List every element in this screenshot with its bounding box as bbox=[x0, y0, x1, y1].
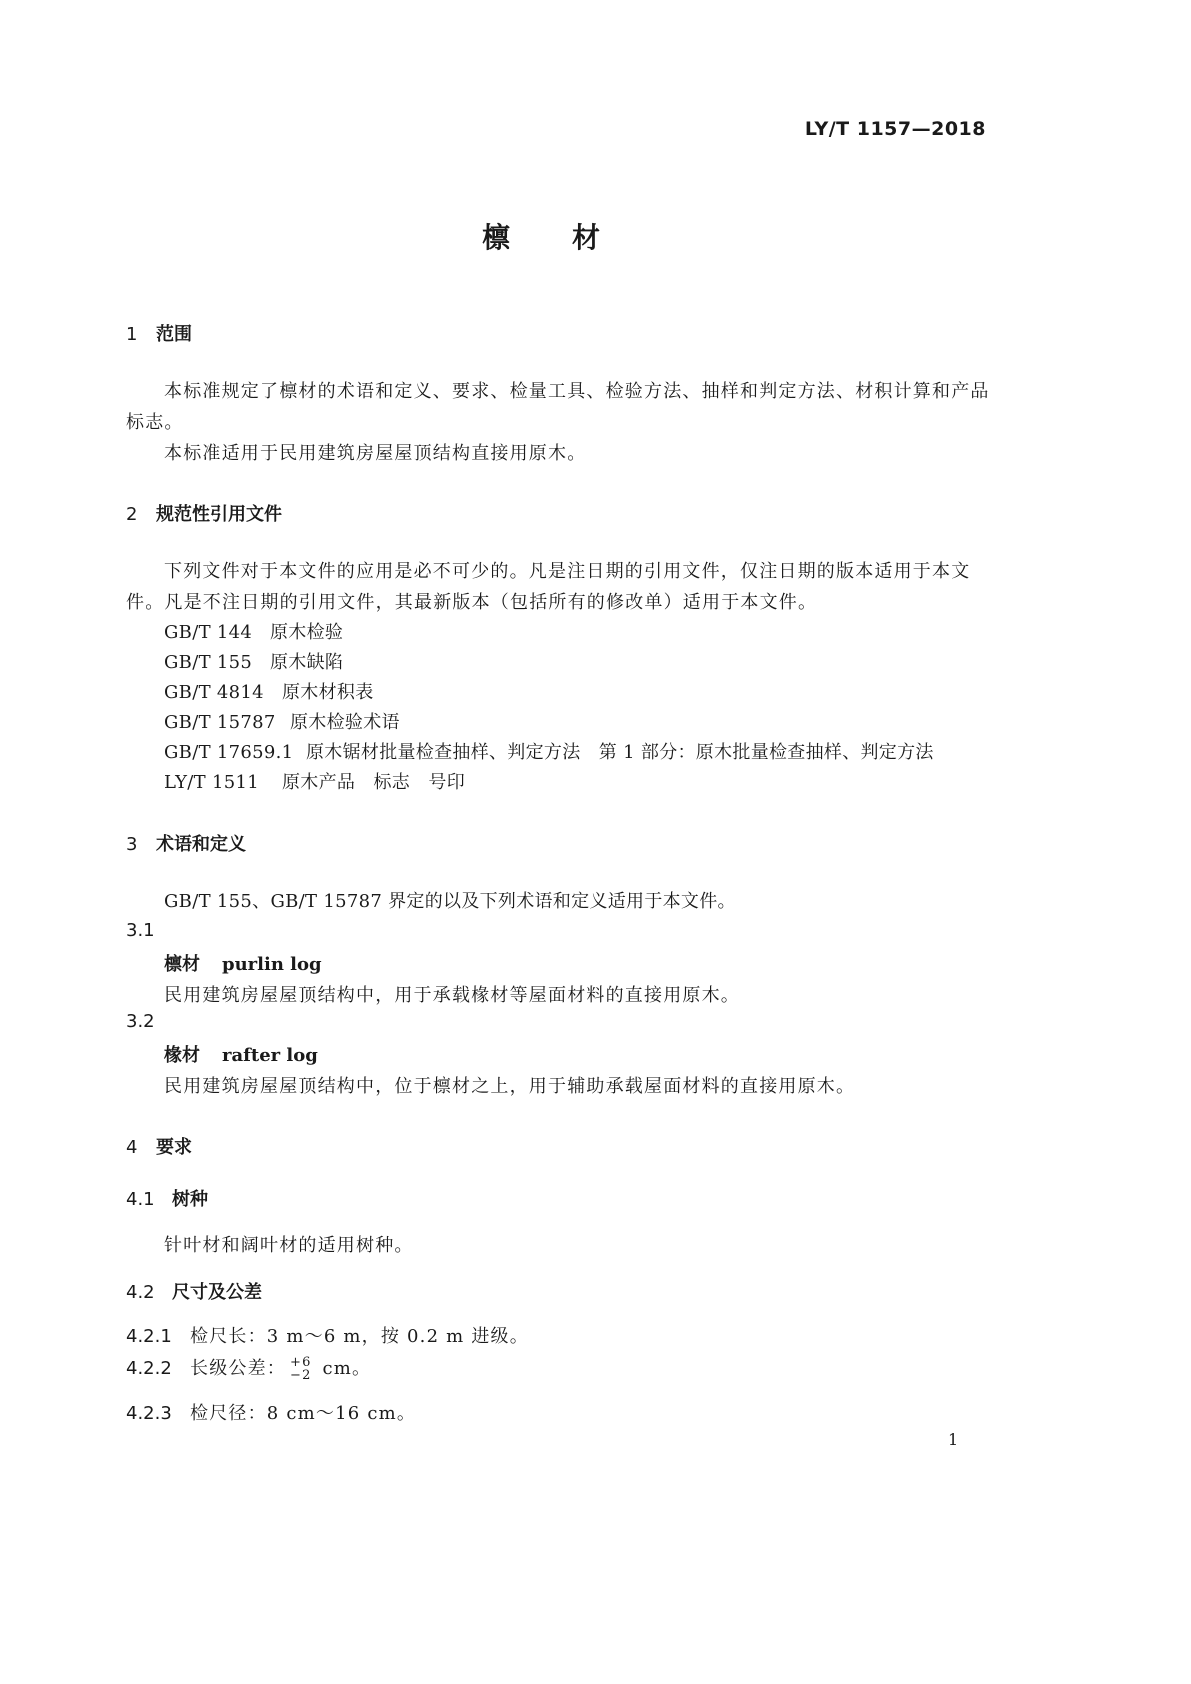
section-3-heading bbox=[126, 830, 246, 856]
section-1-heading bbox=[126, 320, 192, 346]
standard-code: LY/T 1157—2018 bbox=[804, 118, 986, 140]
subsection-4-1-text: 针叶材和阔叶材的适用树种。 bbox=[164, 1235, 414, 1256]
sec1-paragraph-1-line-2: 标志。 bbox=[126, 412, 184, 433]
term-english: purlin log bbox=[222, 954, 322, 975]
term-number: 3.1 bbox=[126, 920, 155, 941]
reference-title: 原木材积表 bbox=[282, 682, 374, 703]
reference-title: 原木缺陷 bbox=[270, 652, 344, 673]
reference-item bbox=[164, 648, 343, 674]
term-english: rafter log bbox=[222, 1045, 318, 1066]
subsection-4-2-heading bbox=[126, 1278, 262, 1304]
reference-title: 原木检验 bbox=[270, 622, 344, 643]
reference-title: 原木检验术语 bbox=[290, 712, 400, 733]
sec1-paragraph-1-line-1: 本标准规定了檩材的术语和定义、要求、检量工具、检验方法、抽样和判定方法、材积计算和产品 bbox=[164, 381, 990, 402]
clause-prefix: 长级公差： bbox=[190, 1358, 286, 1379]
section-title: 要求 bbox=[156, 1137, 192, 1158]
clause-unit: cm。 bbox=[315, 1358, 372, 1379]
clause-number: 4.2.3 bbox=[126, 1403, 172, 1424]
subsection-number: 4.2 bbox=[126, 1282, 155, 1303]
section-title: 规范性引用文件 bbox=[156, 504, 282, 525]
tolerance-lower: −2 bbox=[290, 1368, 312, 1383]
section-title: 范围 bbox=[156, 324, 192, 345]
term-number: 3.2 bbox=[126, 1011, 155, 1032]
page-number: 1 bbox=[948, 1430, 959, 1449]
section-number: 3 bbox=[126, 834, 138, 855]
subsection-title: 树种 bbox=[172, 1189, 208, 1210]
section-number: 1 bbox=[126, 324, 138, 345]
term-heading bbox=[164, 950, 322, 976]
reference-item bbox=[164, 618, 343, 644]
tolerance-upper: +6 bbox=[290, 1355, 312, 1370]
sec2-paragraph-line-1: 下列文件对于本文件的应用是必不可少的。凡是注日期的引用文件，仅注日期的版本适用于本文 bbox=[164, 561, 971, 582]
reference-item bbox=[164, 768, 465, 794]
clause-text: 检尺径：8 cm～16 cm。 bbox=[190, 1403, 417, 1424]
subsection-title: 尺寸及公差 bbox=[172, 1282, 262, 1303]
term-definition: 民用建筑房屋屋顶结构中，用于承载椽材等屋面材料的直接用原木。 bbox=[164, 985, 740, 1006]
reference-code: GB/T 17659.1 bbox=[164, 742, 294, 763]
sec1-paragraph-2: 本标准适用于民用建筑房屋屋顶结构直接用原木。 bbox=[164, 443, 587, 464]
reference-item bbox=[164, 678, 374, 704]
clause-text: 检尺长：3 m～6 m，按 0.2 m 进级。 bbox=[190, 1326, 529, 1347]
reference-code: GB/T 15787 bbox=[164, 712, 276, 733]
term-definition: 民用建筑房屋屋顶结构中，位于檩材之上，用于辅助承载屋面材料的直接用原木。 bbox=[164, 1076, 856, 1097]
tolerance-fraction bbox=[290, 1356, 312, 1382]
reference-title: 原木锯材批量检查抽样、判定方法 第 1 部分：原木批量检查抽样、判定方法 bbox=[306, 742, 934, 763]
term-chinese: 椽材 bbox=[164, 1045, 200, 1066]
reference-item bbox=[164, 708, 400, 734]
clause-number: 4.2.2 bbox=[126, 1358, 172, 1379]
reference-item bbox=[164, 738, 934, 764]
subsection-4-1-heading bbox=[126, 1185, 208, 1211]
section-4-heading bbox=[126, 1133, 192, 1159]
reference-code: GB/T 4814 bbox=[164, 682, 264, 703]
page-title: 檩材 bbox=[482, 221, 663, 254]
term-heading bbox=[164, 1041, 318, 1067]
section-2-heading bbox=[126, 500, 282, 526]
reference-code: LY/T 1511 bbox=[164, 772, 259, 793]
term-chinese: 檩材 bbox=[164, 954, 200, 975]
sec3-intro: GB/T 155、GB/T 15787 界定的以及下列术语和定义适用于本文件。 bbox=[164, 891, 736, 912]
sec2-paragraph-line-2: 件。凡是不注日期的引用文件，其最新版本（包括所有的修改单）适用于本文件。 bbox=[126, 592, 818, 613]
clause-number: 4.2.1 bbox=[126, 1326, 172, 1347]
section-number: 2 bbox=[126, 504, 138, 525]
section-title: 术语和定义 bbox=[156, 834, 246, 855]
reference-title: 原木产品 标志 号印 bbox=[282, 772, 465, 793]
subsection-number: 4.1 bbox=[126, 1189, 155, 1210]
section-number: 4 bbox=[126, 1137, 138, 1158]
reference-code: GB/T 155 bbox=[164, 652, 253, 673]
clause-4-2-3 bbox=[126, 1399, 416, 1425]
reference-code: GB/T 144 bbox=[164, 622, 253, 643]
clause-4-2-1 bbox=[126, 1322, 529, 1348]
clause-4-2-2 bbox=[126, 1354, 371, 1382]
